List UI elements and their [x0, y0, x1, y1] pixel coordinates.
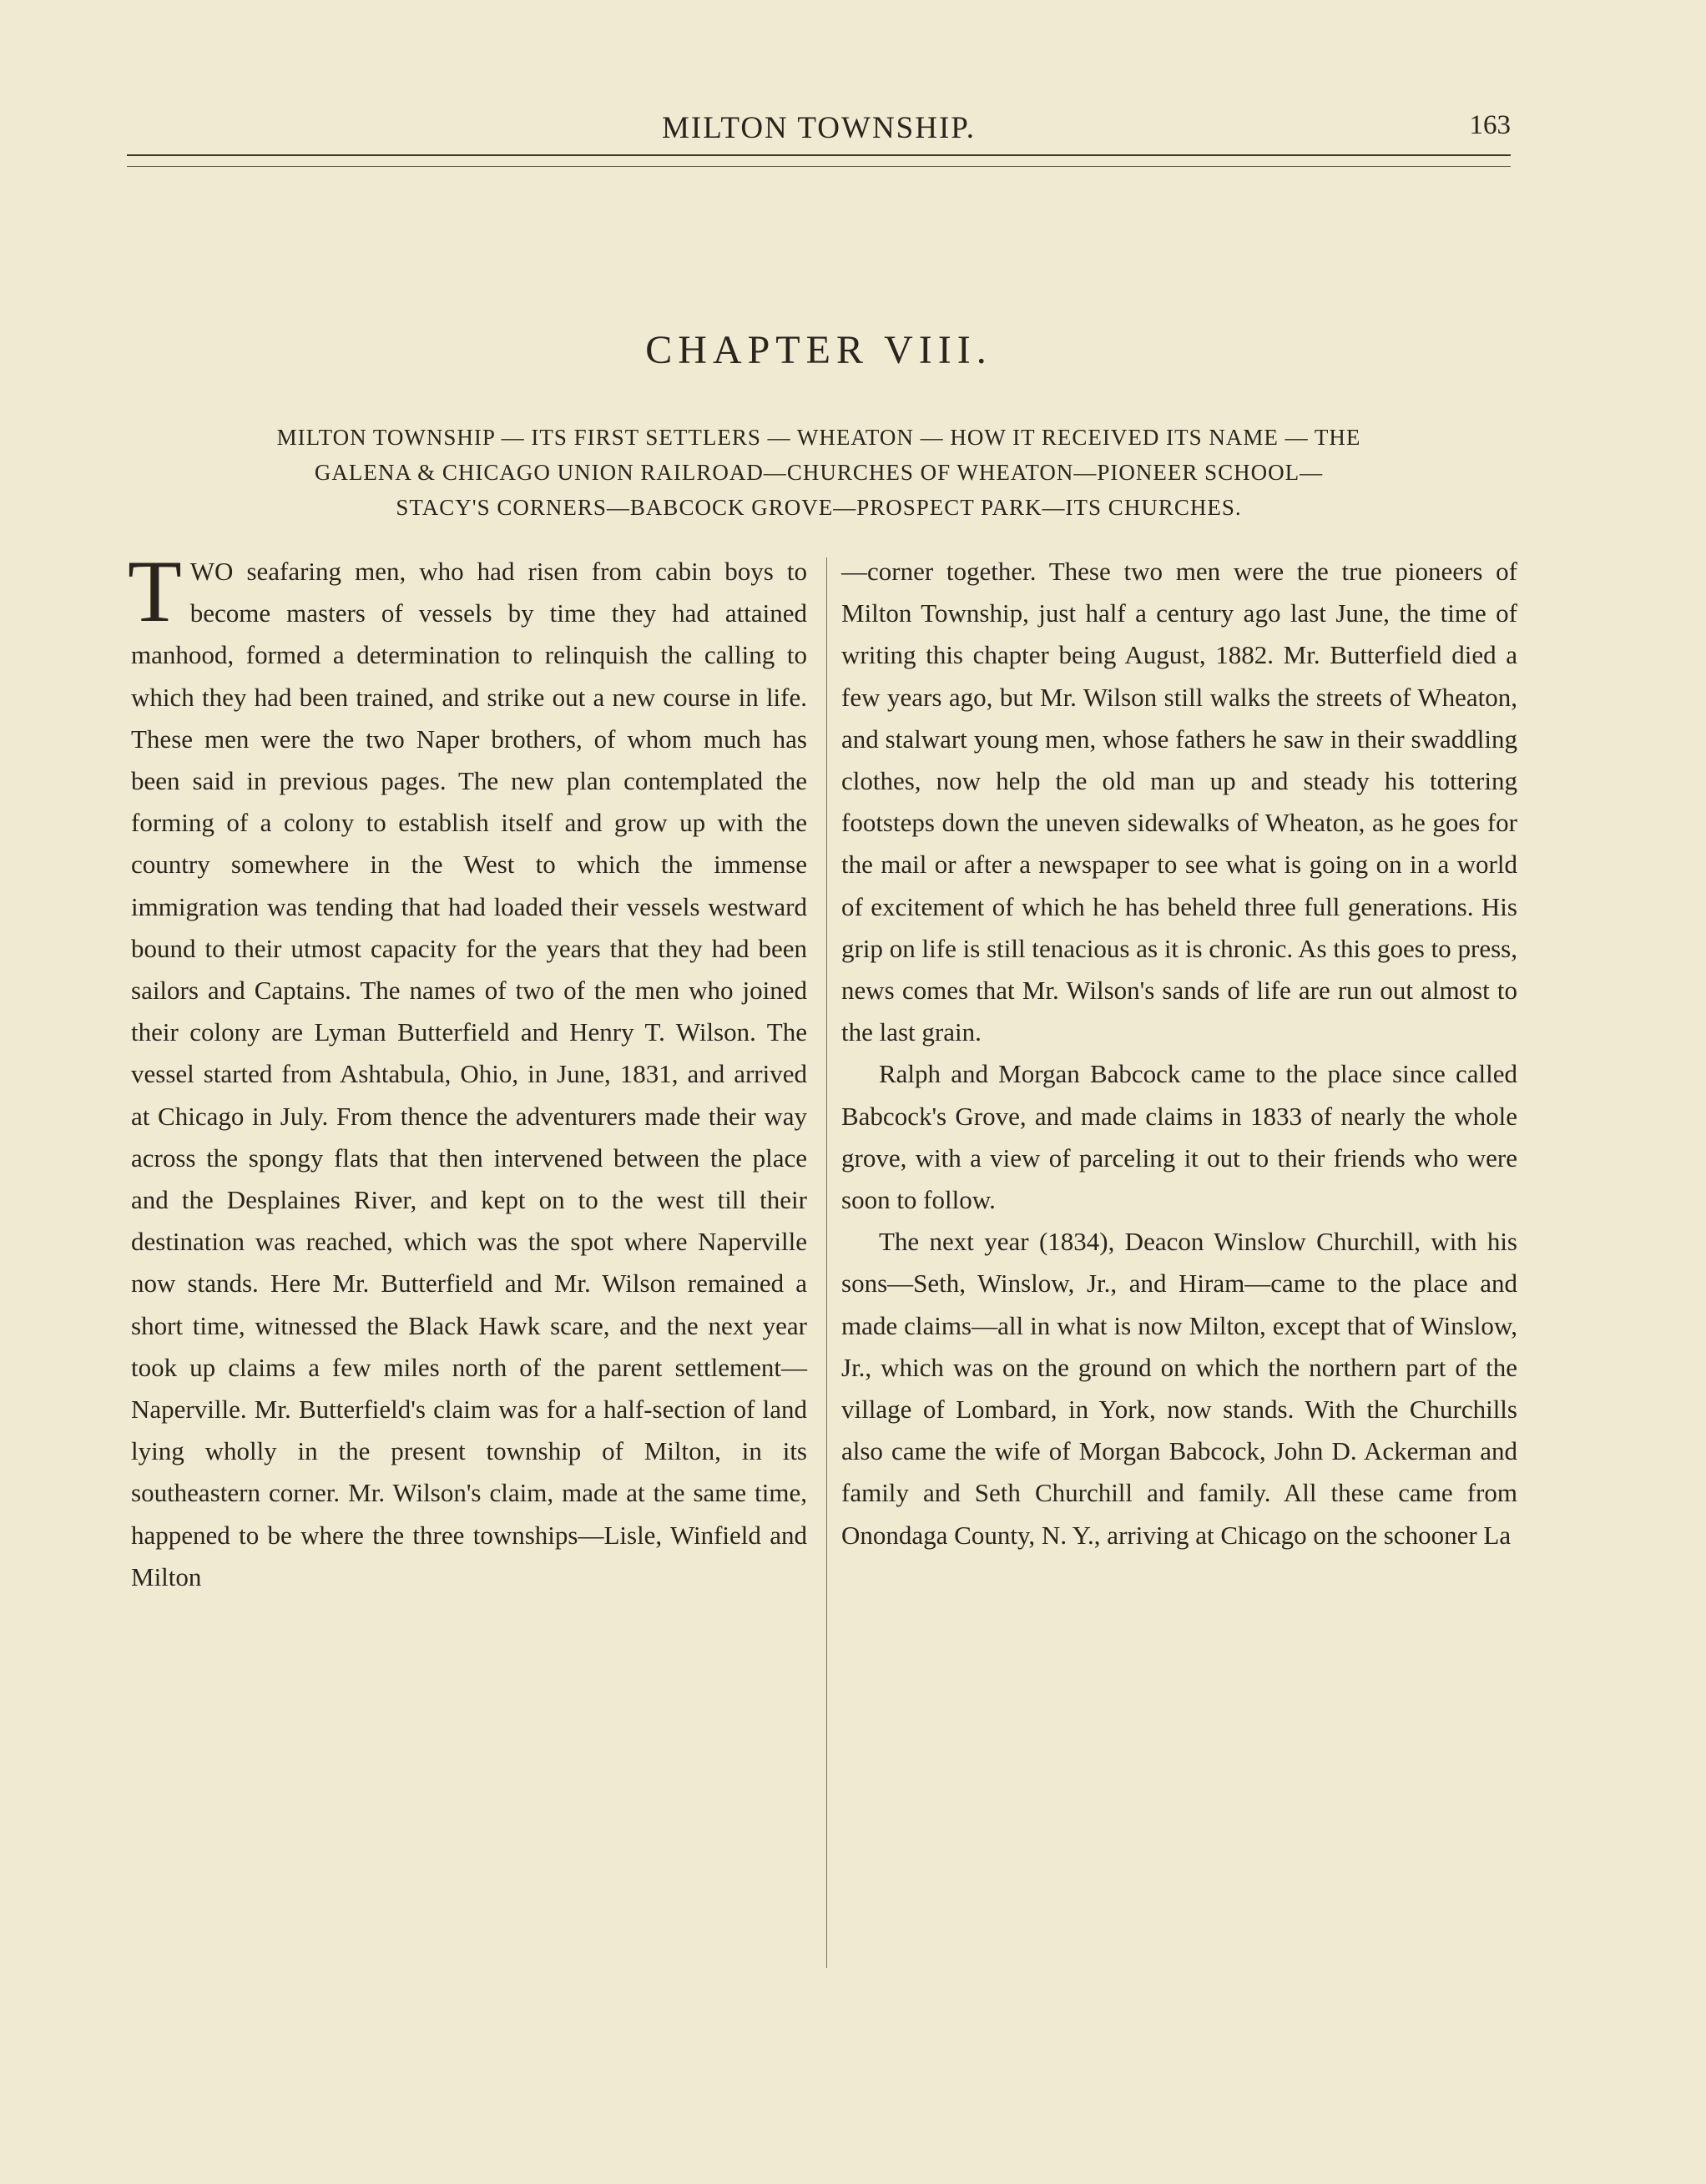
paragraph-text: WO seafaring men, who had risen from cabin boys to become masters of vessels by time they had attained manhood, formed a determination to relinquish the calling to which they had been trained, and strike out a new course in life. These men were the two Naper brothers, of whom much has been said in previous pages. The new plan contemplated the forming of a colony to establish itself and grow up with the country somewhere in the West to which the immense immigration was tending that had loaded their vessels westward bound to their utmost capacity for the years that they had been sailors and Captains. The names of two of the men who joined their colony are Lyman Butterfield and Henry T. Wilson. The vessel started from Ashtabula, Ohio, in June, 1831, and arrived at Chicago in July. From thence the adventurers made their way across the spongy flats that then intervened between the place and the Desplaines River, and kept on to the west till their destination was reached, which was the spot where Naperville now stands. Here Mr. Butterfield and Mr. Wilson remained a short time, witnessed the Black Hawk scare, and the next year took up claims a few miles north of the parent settlement—Naperville. Mr. Butterfield's claim was for a half-section of land lying wholly in the present township of Milton, in its southeastern corner. Mr. Wilson's claim, made at the same time, happened to be where the three townships—Lisle, Winfield and Milton: [131, 557, 807, 1591]
running-head: [127, 107, 1511, 154]
running-title: MILTON TOWNSHIP.: [661, 111, 977, 145]
left-column: [128, 542, 807, 1598]
paragraph: [128, 542, 807, 1598]
synopsis-line-2: GALENA & CHICAGO UNION RAILROAD—CHURCHES OF WHEATON—PIONEER SCHOOL—: [314, 460, 1324, 485]
column-divider: [826, 557, 827, 1968]
chapter-synopsis: [127, 420, 1511, 525]
paragraph: Ralph and Morgan Babcock came to the place since called Babcock's Grove, and made claims in 1833 of nearly the whole grove, with a view of parceling it out to their friends who were soon to follow.: [841, 1059, 1517, 1215]
header-rule: [127, 154, 1511, 156]
paragraph: —corner together. These two men were the true pioneers of Milton Township, just half a century ago last June, the time of writing this chapter being August, 1882. Mr. Butterfield died a few years ago, but Mr. Wilson still walks the streets of Wheaton, and stalwart young men, whose fathers he saw in their swaddling clothes, now help the old man up and steady his tottering footsteps down the uneven sidewalks of Wheaton, as he goes for the mail or after a newspaper to see what is going on in a world of excitement of which he has beheld three full generations. His grip on life is still tenacious as it is chronic. As this goes to press, news comes that Mr. Wilson's sands of life are run out almost to the last grain.: [841, 557, 1517, 1047]
right-column: [841, 551, 1517, 1556]
synopsis-line-3: STACY'S CORNERS—BABCOCK GROVE—PROSPECT PARK—ITS CHURCHES.: [396, 495, 1242, 520]
synopsis-line-1: MILTON TOWNSHIP — ITS FIRST SETTLERS — WHEATON — HOW IT RECEIVED ITS NAME — THE: [276, 425, 1361, 450]
page-number: 163: [1469, 110, 1511, 140]
paragraph: The next year (1834), Deacon Winslow Churchill, with his sons—Seth, Winslow, Jr., and Hiram—came to the place and made claims—all in what is now Milton, except that of Winslow, Jr., which was on the ground on which the northern part of the village of Lombard, in York, now stands. With the Churchills also came the wife of Morgan Babcock, John D. Ackerman and family and Seth Churchill and family. All these came from Onondaga County, N. Y., arriving at Chicago on the schooner La: [841, 1227, 1517, 1550]
chapter-title: CHAPTER VIII.: [645, 328, 992, 372]
drop-cap: T: [128, 542, 182, 640]
header-rule-thin: [127, 166, 1511, 167]
